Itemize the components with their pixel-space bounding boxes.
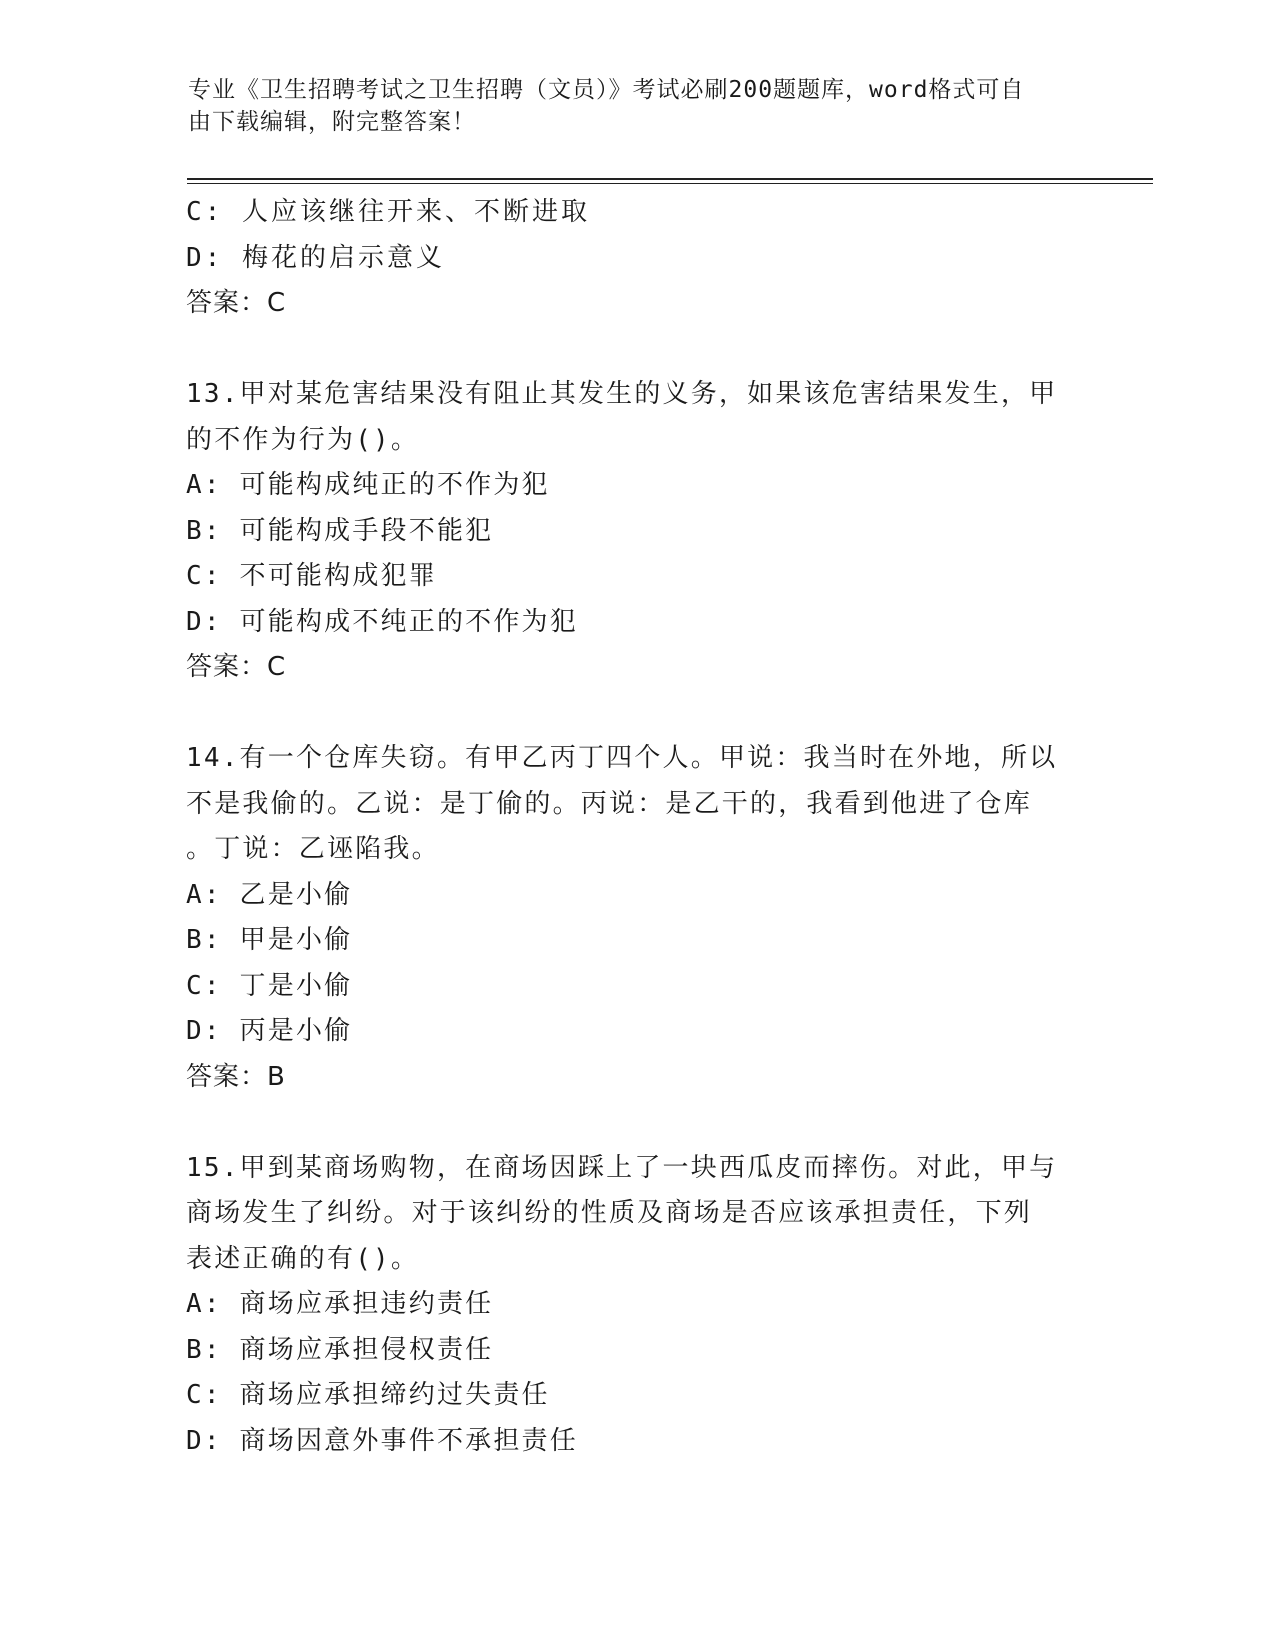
answer-line: 答案：C <box>186 652 287 682</box>
header-line: 专业《卫生招聘考试之卫生招聘（文员）》考试必刷200题题库，word格式可自 <box>188 77 1025 103</box>
answer-line: 答案：B <box>186 1061 286 1092</box>
option-a: A: 乙是小偷 <box>186 879 353 910</box>
option-c: C: 商场应承担缔约过失责任 <box>186 1380 550 1410</box>
option-a: A: 可能构成纯正的不作为犯 <box>186 470 550 500</box>
option-c: C: 丁是小偷 <box>186 970 353 1001</box>
option-a: A: 商场应承担违约责任 <box>186 1289 494 1319</box>
option-b: B: 商场应承担侵权责任 <box>186 1334 494 1365</box>
spacer <box>186 691 1086 737</box>
header-rule-thick <box>187 178 1153 180</box>
question-text: 商场发生了纠纷。对于该纠纷的性质及商场是否应该承担责任，下列 <box>186 1198 1033 1228</box>
question-14 <box>186 736 1086 1100</box>
continued-question <box>186 190 1086 327</box>
option-d: D: 梅花的启示意义 <box>186 242 445 273</box>
question-15 <box>186 1146 1086 1465</box>
question-text: 的不作为行为()。 <box>186 424 420 455</box>
question-text: 不是我偷的。乙说：是丁偷的。丙说：是乙干的，我看到他进了仓库 <box>186 788 1033 819</box>
question-13 <box>186 372 1086 691</box>
question-text: 14.有一个仓库失窃。有甲乙丙丁四个人。甲说：我当时在外地，所以 <box>186 743 1058 773</box>
header-line: 由下载编辑，附完整答案！ <box>188 109 476 135</box>
option-b: B: 可能构成手段不能犯 <box>186 515 494 546</box>
option-d: D: 丙是小偷 <box>186 1016 353 1046</box>
option-d: D: 商场因意外事件不承担责任 <box>186 1425 578 1456</box>
option-c: C: 人应该继往开来、不断进取 <box>186 197 590 227</box>
option-b: B: 甲是小偷 <box>186 925 353 955</box>
document-body <box>186 190 1086 1464</box>
option-d: D: 可能构成不纯正的不作为犯 <box>186 606 578 637</box>
question-text: 。丁说：乙诬陷我。 <box>186 834 440 864</box>
question-text: 13.甲对某危害结果没有阻止其发生的义务，如果该危害结果发生，甲 <box>186 379 1058 409</box>
document-header <box>188 74 1068 138</box>
spacer <box>186 327 1086 373</box>
question-text: 表述正确的有()。 <box>186 1243 420 1274</box>
question-text: 15.甲到某商场购物，在商场因踩上了一块西瓜皮而摔伤。对此，甲与 <box>186 1152 1058 1183</box>
answer-line: 答案：C <box>186 288 287 318</box>
option-c: C: 不可能构成犯罪 <box>186 561 437 591</box>
spacer <box>186 1100 1086 1146</box>
header-rule-thin <box>187 183 1153 184</box>
